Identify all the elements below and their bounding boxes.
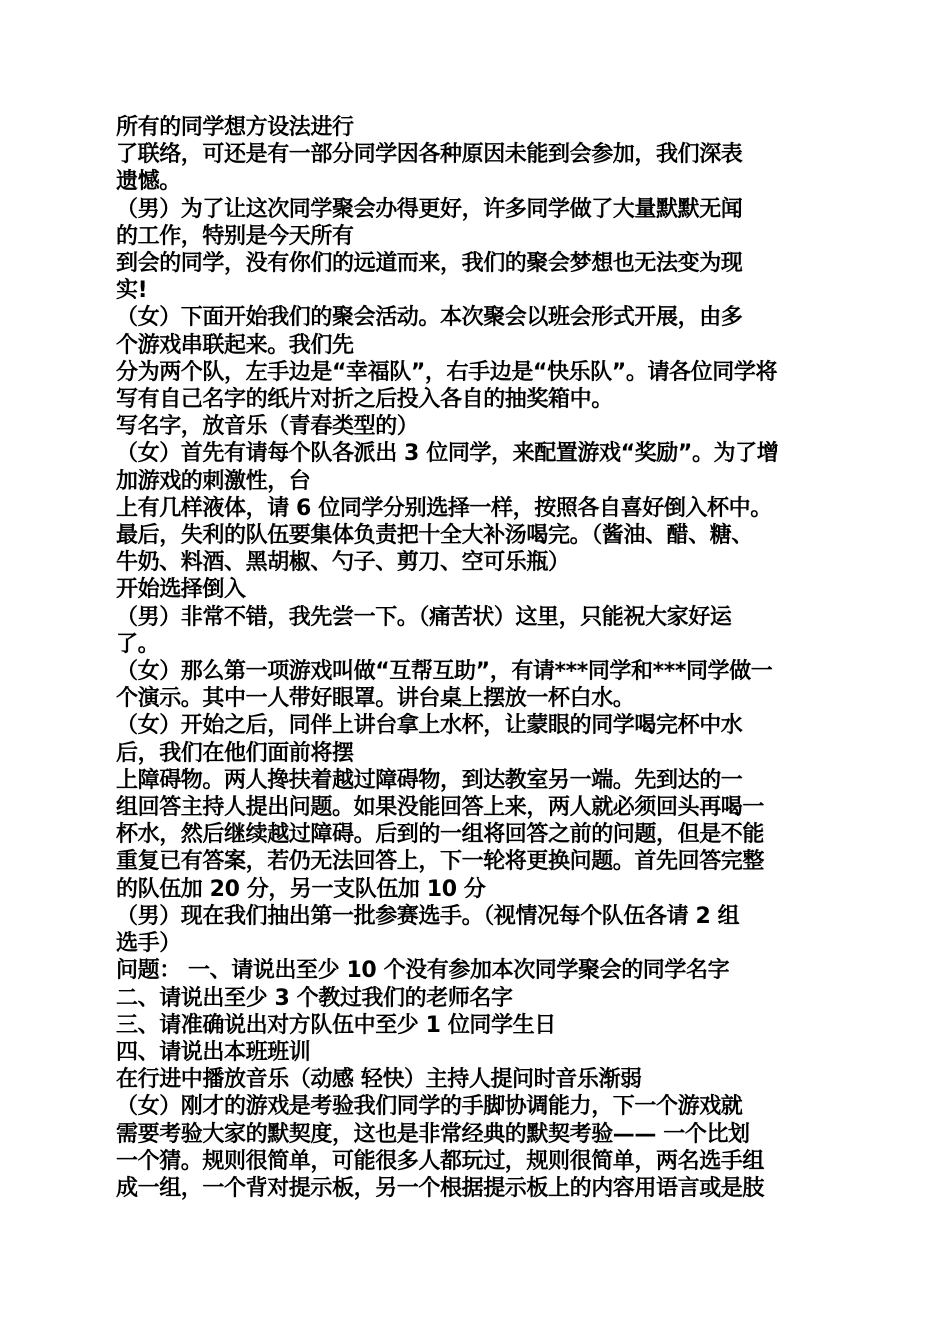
text-line: 所有的同学想方设法进行 [116, 115, 354, 140]
text-line: 牛奶、料酒、黑胡椒、勺子、剪刀、空可乐瓶） [116, 550, 570, 576]
text-line: 一个猜。规则很简单，可能很多人都玩过，规则很简单，两名选手组 [116, 1148, 765, 1174]
text-line: 成一组，一个背对提示板，另一个根据提示板上的内容用语言或是肢 [116, 1175, 765, 1201]
text-line: 遗憾。 [116, 169, 181, 195]
text-line: 需要考验大家的默契度，这也是非常经典的默契考验—— 一个比划 [116, 1121, 750, 1147]
text-line: 了联络，可还是有一部分同学因各种原因未能到会参加，我们深表 [116, 142, 743, 168]
text-line: 组回答主持人提出问题。如果没能回答上来，两人就必须回头再喝一 [116, 795, 765, 821]
text-line: 上障碍物。两人搀扶着越过障碍物，到达教室另一端。先到达的一 [116, 767, 743, 793]
text-line: 分为两个队，左手边是“幸福队”，右手边是“快乐队”。请各位同学将 [116, 359, 778, 385]
text-line: 了。 [116, 631, 160, 657]
text-line: 的队伍加 20 分，另一支队伍加 10 分 [116, 876, 486, 902]
text-line: （女）开始之后，同伴上讲台拿上水杯，让蒙眼的同学喝完杯中水 [116, 713, 743, 739]
text-line: 实! [116, 278, 148, 304]
text-line: （女）刚才的游戏是考验我们同学的手脚协调能力，下一个游戏就 [116, 1094, 743, 1120]
text-line: 问题： 一、请说出至少 10 个没有参加本次同学聚会的同学名字 [116, 958, 730, 984]
text-line: 二、请说出至少 3 个教过我们的老师名字 [116, 985, 513, 1011]
text-line: 在行进中播放音乐（动感 轻快）主持人提问时音乐渐弱 [116, 1067, 642, 1093]
text-line: （男）非常不错，我先尝一下。（痛苦状）这里，只能祝大家好运 [116, 604, 732, 630]
text-line: （女）那么第一项游戏叫做“互帮互助”，有请***同学和***同学做一 [116, 659, 773, 685]
text-line: 最后，失利的队伍要集体负责把十全大补汤喝完。（酱油、醋、糖、 [116, 523, 754, 549]
text-line: 个游戏串联起来。我们先 [116, 332, 354, 358]
text-line: 写有自己名字的纸片对折之后投入各自的抽奖箱中。 [116, 387, 613, 413]
text-line: 重复已有答案，若仍无法回答上，下一轮将更换问题。首先回答完整 [116, 849, 765, 875]
text-line: 个演示。其中一人带好眼罩。讲台桌上摆放一杯白水。 [116, 686, 635, 712]
text-line: 后，我们在他们面前将摆 [116, 740, 354, 766]
text-line: 杯水，然后继续越过障碍。后到的一组将回答之前的问题，但是不能 [116, 822, 765, 848]
text-line: 写名字，放音乐（青春类型的） [116, 414, 419, 440]
text-line: 选手） [116, 931, 181, 957]
text-line: （女）首先有请每个队各派出 3 位同学，来配置游戏“奖励”。为了增 [116, 441, 779, 467]
text-line: 到会的同学，没有你们的远道而来，我们的聚会梦想也无法变为现 [116, 251, 743, 277]
text-line: 四、请说出本班班训 [116, 1039, 311, 1065]
text-line: （男）为了让这次同学聚会办得更好，许多同学做了大量默默无闻 [116, 196, 743, 222]
text-line: 的工作，特别是今天所有 [116, 223, 354, 249]
text-line: 上有几样液体，请 6 位同学分别选择一样，按照各自喜好倒入杯中。 [116, 495, 772, 521]
text-line: （女）下面开始我们的聚会活动。本次聚会以班会形式开展，由多 [116, 305, 743, 331]
text-line: （男）现在我们抽出第一批参赛选手。（视情况每个队伍各请 2 组 [116, 903, 740, 929]
document-body [116, 114, 836, 1202]
text-line: 加游戏的刺激性，台 [116, 468, 311, 494]
text-line: 开始选择倒入 [116, 577, 246, 603]
text-line: 三、请准确说出对方队伍中至少 1 位同学生日 [116, 1012, 556, 1038]
